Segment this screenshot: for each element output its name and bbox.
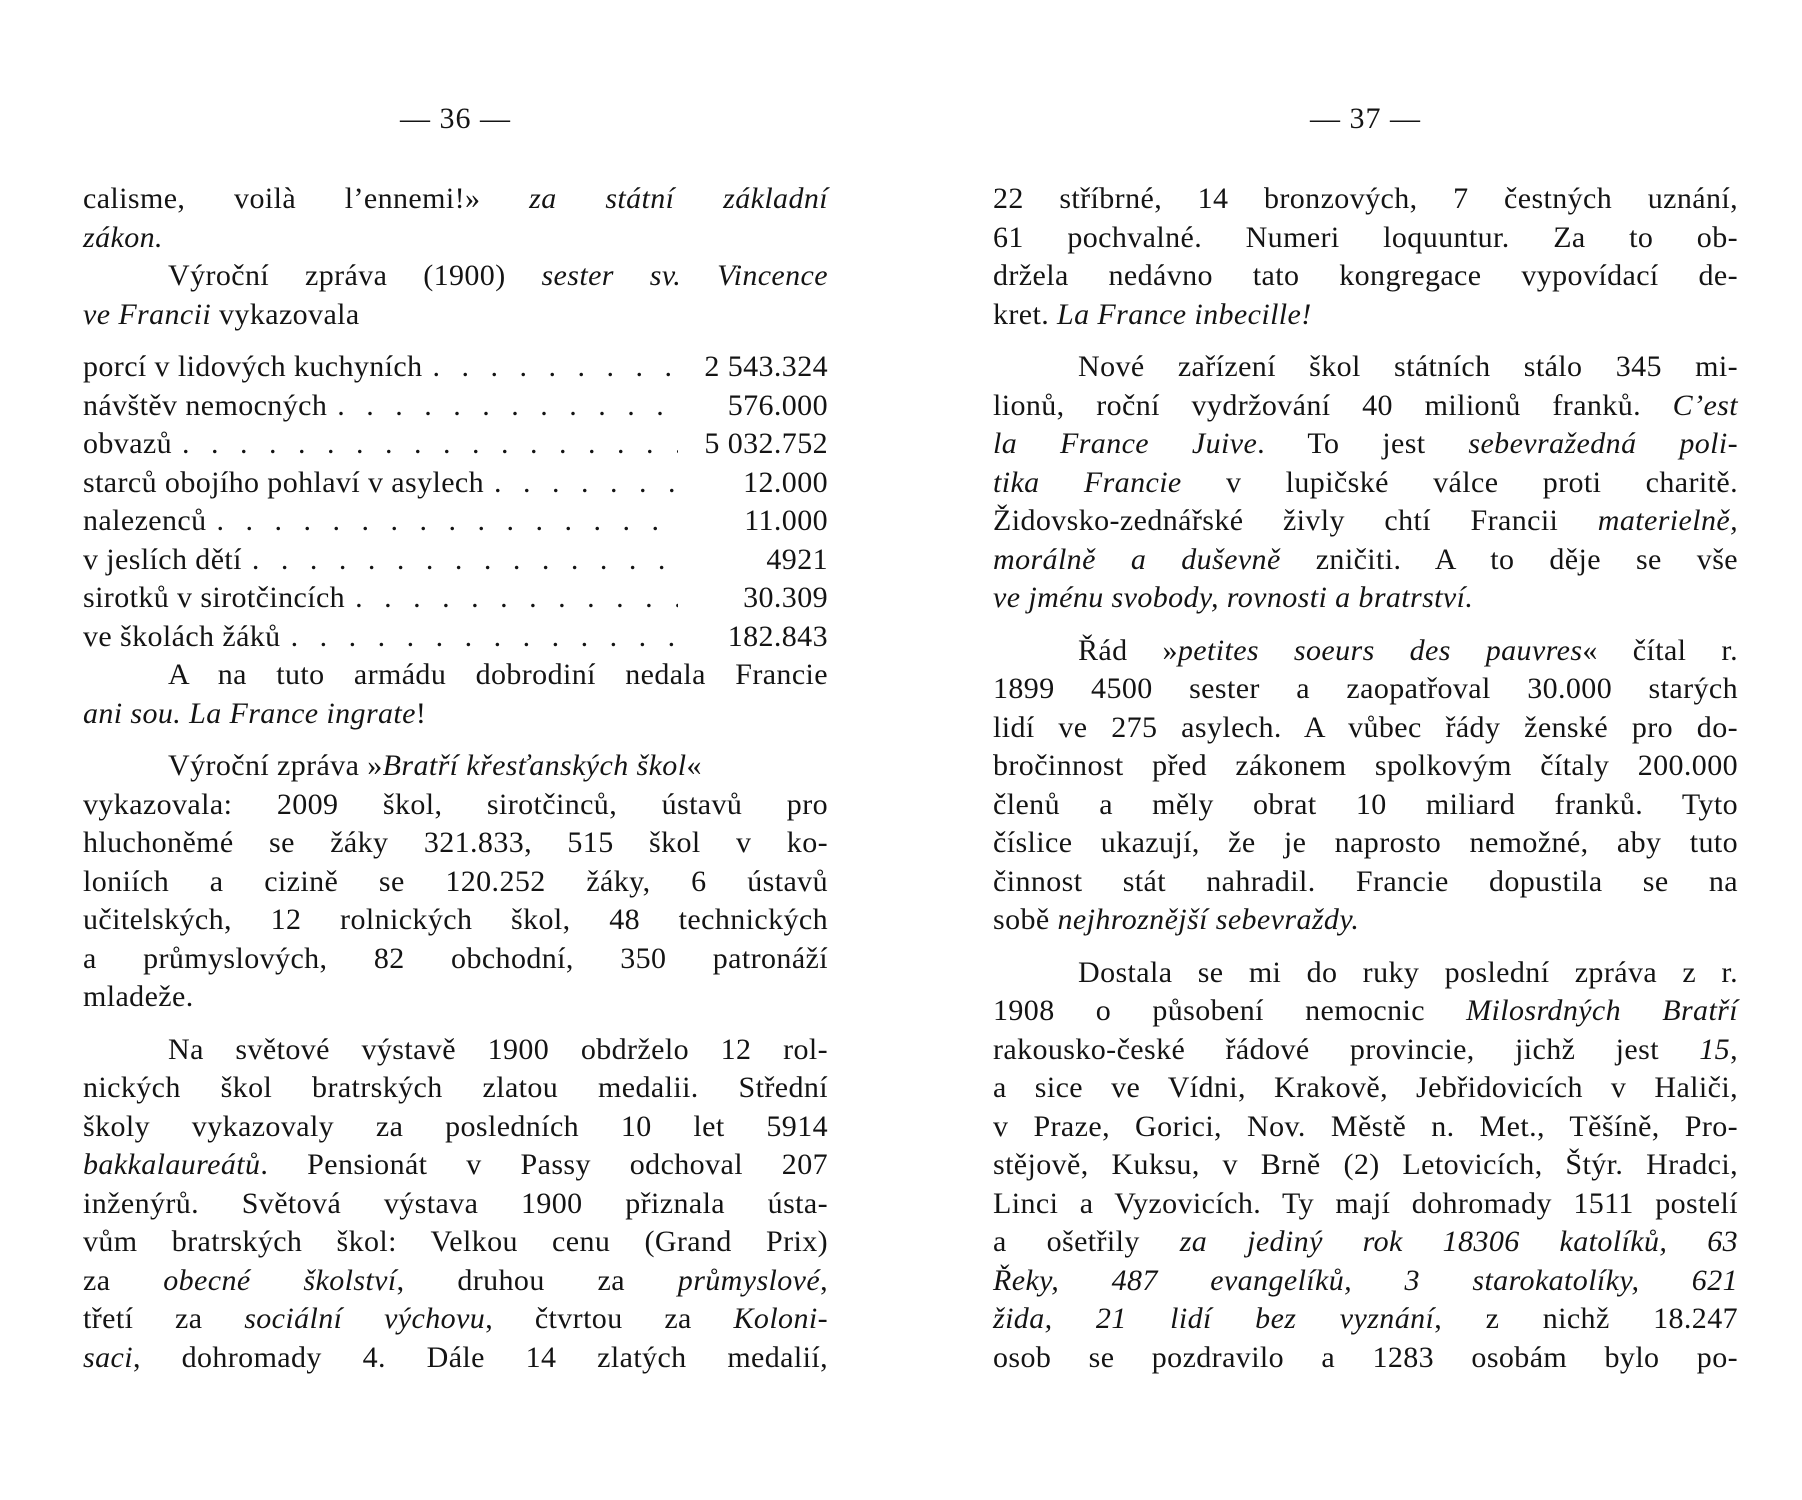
statistics-row: porcí v lidových kuchyních . . . 2 543.324: [83, 348, 828, 387]
text-line: 22 stříbrné, 14 bronzových, 7 čestných uznání,: [993, 182, 1738, 215]
text-line: loniích a cizině se 120.252 žáky, 6 ústavů: [83, 864, 828, 898]
statistics-row: ve školách žáků . . . 182.843: [83, 618, 828, 657]
text-line: Židovsko-zednářské živly chtí Francii materielně,: [993, 504, 1738, 537]
text-line: členů a měly obrat 10 miliard franků. Tyto: [993, 787, 1738, 821]
statistics-row: návštěv nemocných . . . 576.000: [83, 387, 828, 426]
text-line: lidí ve 275 asylech. A vůbec řády ženské pro do-: [993, 710, 1738, 744]
text-line: morálně a duševně zničiti. A to děje se vše: [993, 542, 1738, 576]
text-line: činnost stát nahradil. Francie dopustila se na: [993, 864, 1738, 898]
text-line: a průmyslových, 82 obchodní, 350 patronáží: [83, 941, 828, 975]
text-line: kret. La France inbecille!: [993, 297, 1312, 331]
text-line: hluchoněmé se žáky 321.833, 515 škol v ko-: [83, 826, 828, 859]
text-line: la France Juive. To jest sebevražedná poli-: [993, 427, 1738, 460]
text-line: lionů, roční vydržování 40 milionů franků. C’est: [993, 388, 1738, 422]
left-page: [83, 0, 828, 1500]
left-page-text: [83, 180, 828, 1377]
text-line: Výroční zpráva (1900) sester sv. Vincence: [168, 259, 828, 292]
paragraph: [993, 954, 1738, 1378]
text-line: tika Francie v lupičské válce proti charitě.: [993, 465, 1738, 499]
paragraph: [993, 632, 1738, 940]
statistics-row: v jeslích dětí . . . 4921: [83, 541, 828, 580]
text-line: bročinnost před zákonem spolkovým čítaly 200.000: [993, 749, 1738, 782]
text-line: učitelských, 12 rolnických škol, 48 technických: [83, 903, 828, 936]
text-line: Linci a Vyzovicích. Ty mají dohromady 1511 postelí: [993, 1186, 1738, 1220]
page-number: — 36 —: [400, 102, 511, 135]
text-line: Řeky, 487 evangelíků, 3 starokatolíky, 621: [993, 1263, 1738, 1297]
text-line: 1899 4500 sester a zaopatřoval 30.000 starých: [993, 672, 1738, 705]
text-line: ve jménu svobody, rovnosti a bratrství.: [993, 581, 1474, 614]
text-line: ani sou. La France ingrate!: [83, 696, 427, 730]
text-line: a ošetřily za jediný rok 18306 katolíků, 63: [993, 1225, 1738, 1258]
text-line: Řád »petites soeurs des pauvres« čítal r.: [1078, 633, 1738, 667]
paragraph: [83, 1031, 828, 1378]
text-line: 61 pochvalné. Numeri loquuntur. Za to ob-: [993, 220, 1738, 254]
text-line: nických škol bratrských zlatou medalii. Střední: [83, 1071, 828, 1104]
text-line: školy vykazovaly za posledních 10 let 5914: [83, 1109, 828, 1143]
paragraph: [993, 348, 1738, 618]
text-line: žida, 21 lidí bez vyznání, z nichž 18.247: [993, 1302, 1738, 1335]
text-line: Na světové výstavě 1900 obdrželo 12 rol-: [168, 1032, 828, 1066]
statistics-row: starců obojího pohlaví v asylech . . . 12.000: [83, 464, 828, 503]
right-page-text: [993, 180, 1738, 1377]
statistics-row: nalezenců . . . 11.000: [83, 502, 828, 541]
text-line: Nové zařízení škol státních stálo 345 mi-: [1078, 350, 1738, 383]
paragraph: [83, 747, 828, 1017]
text-line: v Praze, Gorici, Nov. Městě n. Met., Těšíně, Pro-: [993, 1109, 1738, 1143]
text-line: číslice ukazují, že je naprosto nemožné, aby tuto: [993, 826, 1738, 859]
text-line: osob se pozdravilo a 1283 osobám bylo po-: [993, 1340, 1738, 1374]
statistics-row: obvazů . . . 5 032.752: [83, 425, 828, 464]
text-line: ve Francii vykazovala: [83, 297, 360, 331]
text-line: Výroční zpráva »Bratří křesťanských škol«: [168, 749, 702, 782]
text-line: mladeže.: [83, 980, 194, 1013]
text-line: rakousko-české řádové provincie, jichž jest 15,: [993, 1032, 1738, 1066]
text-line: za obecné školství, druhou za průmyslové,: [83, 1263, 828, 1297]
text-line: 1908 o působení nemocnic Milosrdných Bratří: [993, 994, 1738, 1027]
text-line: a sice ve Vídni, Krakově, Jebřidovicích v Haliči,: [993, 1071, 1738, 1104]
text-line: saci, dohromady 4. Dále 14 zlatých medalií,: [83, 1340, 828, 1374]
page-number: — 37 —: [1310, 102, 1421, 135]
text-line: Dostala se mi do ruky poslední zpráva z r.: [1078, 955, 1738, 989]
text-line: inženýrů. Světová výstava 1900 přiznala ústa-: [83, 1186, 828, 1220]
statistics-table: [83, 348, 828, 656]
text-line: zákon.: [83, 220, 163, 254]
text-line: vům bratrských škol: Velkou cenu (Grand Prix): [83, 1225, 828, 1258]
text-line: vykazovala: 2009 škol, sirotčinců, ústavů pro: [83, 787, 828, 821]
text-line: stějově, Kuksu, v Brně (2) Letovicích, Štýr. Hradci,: [993, 1148, 1738, 1181]
text-line: sobě nejhroznější sebevraždy.: [993, 903, 1360, 936]
text-line: A na tuto armádu dobrodiní nedala Francie: [168, 658, 828, 691]
statistics-row: sirotků v sirotčincích . . . 30.309: [83, 579, 828, 618]
text-line: bakkalaureátů. Pensionát v Passy odchoval 207: [83, 1148, 828, 1181]
text-line: třetí za sociální výchovu, čtvrtou za Koloni-: [83, 1302, 828, 1335]
text-line: držela nedávno tato kongregace vypovídací de-: [993, 259, 1738, 292]
right-page: [993, 0, 1738, 1500]
text-line: calisme, voilà l’ennemi!» za státní základní: [83, 182, 828, 215]
